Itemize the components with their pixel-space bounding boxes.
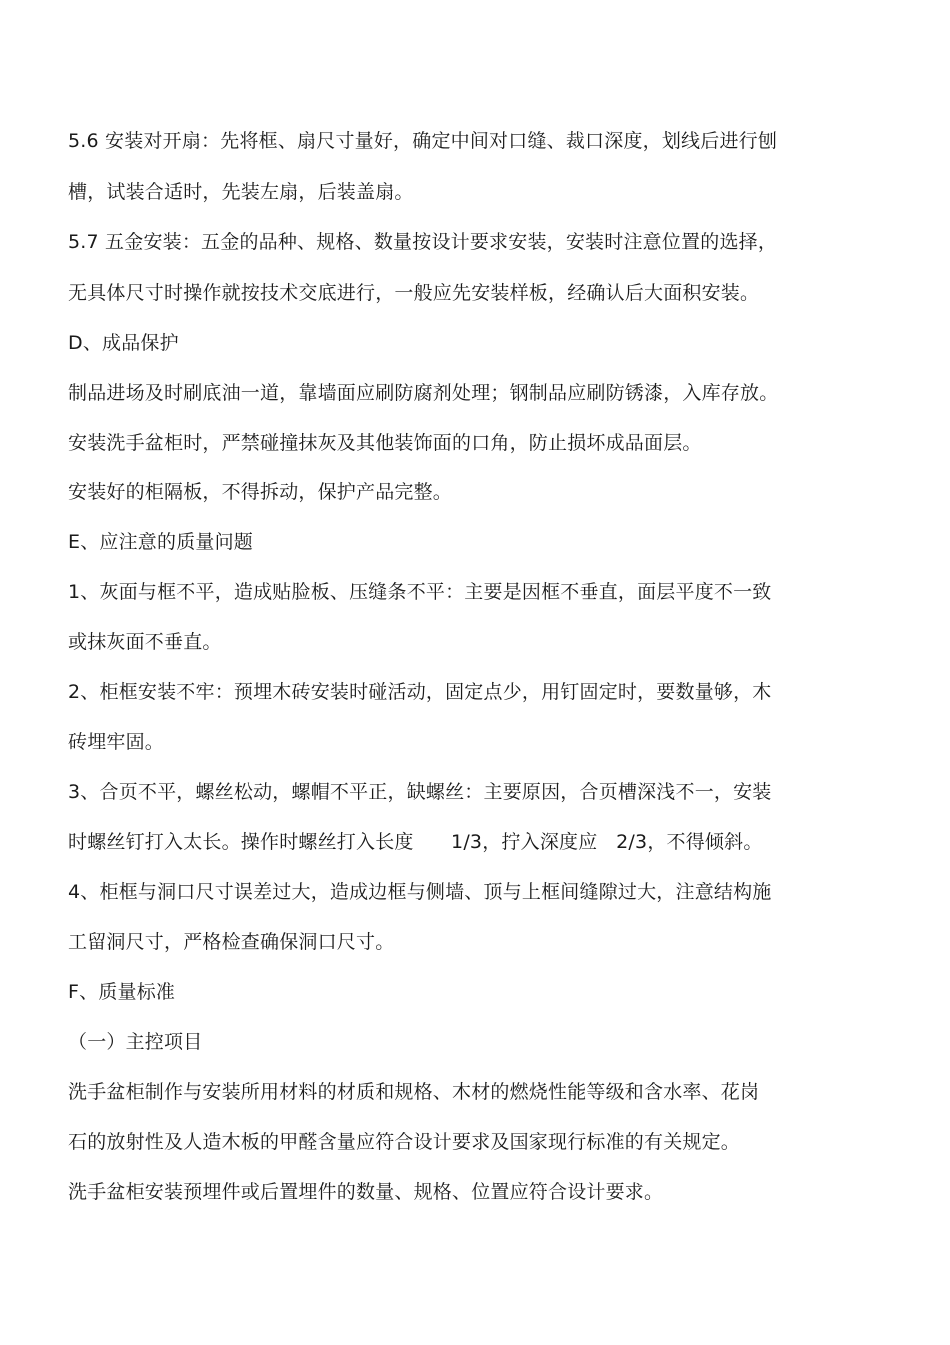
- section-heading: F、质量标准: [68, 981, 176, 1003]
- text-line: 2、柜框安装不牢：预埋木砖安装时碰活动，固定点少，用钉固定时，要数量够，木: [68, 681, 772, 703]
- section-heading: E、应注意的质量问题: [68, 531, 254, 553]
- text-line: 安装好的柜隔板，不得拆动，保护产品完整。: [68, 481, 453, 503]
- section-heading: D、成品保护: [68, 332, 179, 354]
- text-line: 5.7 五金安装：五金的品种、规格、数量按设计要求安装，安装时注意位置的选择，: [68, 231, 778, 253]
- text-line: 5.6 安装对开扇：先将框、扇尺寸量好，确定中间对口缝、裁口深度，划线后进行刨: [68, 130, 778, 152]
- text-line: 4、柜框与洞口尺寸误差过大，造成边框与侧墙、顶与上框间缝隙过大，注意结构施: [68, 881, 772, 903]
- text-line: 安装洗手盆柜时，严禁碰撞抹灰及其他装饰面的口角，防止损坏成品面层。: [68, 432, 702, 454]
- text-line: 砖埋牢固。: [68, 731, 165, 753]
- text-line: 洗手盆柜安装预埋件或后置埋件的数量、规格、位置应符合设计要求。: [68, 1181, 664, 1203]
- text-line: 制品进场及时刷底油一道，靠墙面应刷防腐剂处理；钢制品应刷防锈漆，入库存放。: [68, 382, 779, 404]
- subsection-heading: （一）主控项目: [68, 1031, 203, 1053]
- text-line: 1、灰面与框不平，造成贴脸板、压缝条不平：主要是因框不垂直，面层平度不一致: [68, 581, 772, 603]
- text-line: 或抹灰面不垂直。: [68, 631, 222, 653]
- text-line: 槽，试装合适时，先装左扇，后装盖扇。: [68, 181, 414, 203]
- text-line: 工留洞尺寸，严格检查确保洞口尺寸。: [68, 931, 395, 953]
- text-line: 无具体尺寸时操作就按技术交底进行，一般应先安装样板，经确认后大面积安装。: [68, 282, 760, 304]
- text-line: 石的放射性及人造木板的甲醛含量应符合设计要求及国家现行标准的有关规定。: [68, 1131, 741, 1153]
- text-line: 时螺丝钉打入太长。操作时螺丝打入长度 1/3，拧入深度应 2/3，不得倾斜。: [68, 831, 763, 853]
- text-line: 洗手盆柜制作与安装所用材料的材质和规格、木材的燃烧性能等级和含水率、花岗: [68, 1081, 760, 1103]
- text-line: 3、合页不平，螺丝松动，螺帽不平正，缺螺丝：主要原因，合页槽深浅不一，安装: [68, 781, 772, 803]
